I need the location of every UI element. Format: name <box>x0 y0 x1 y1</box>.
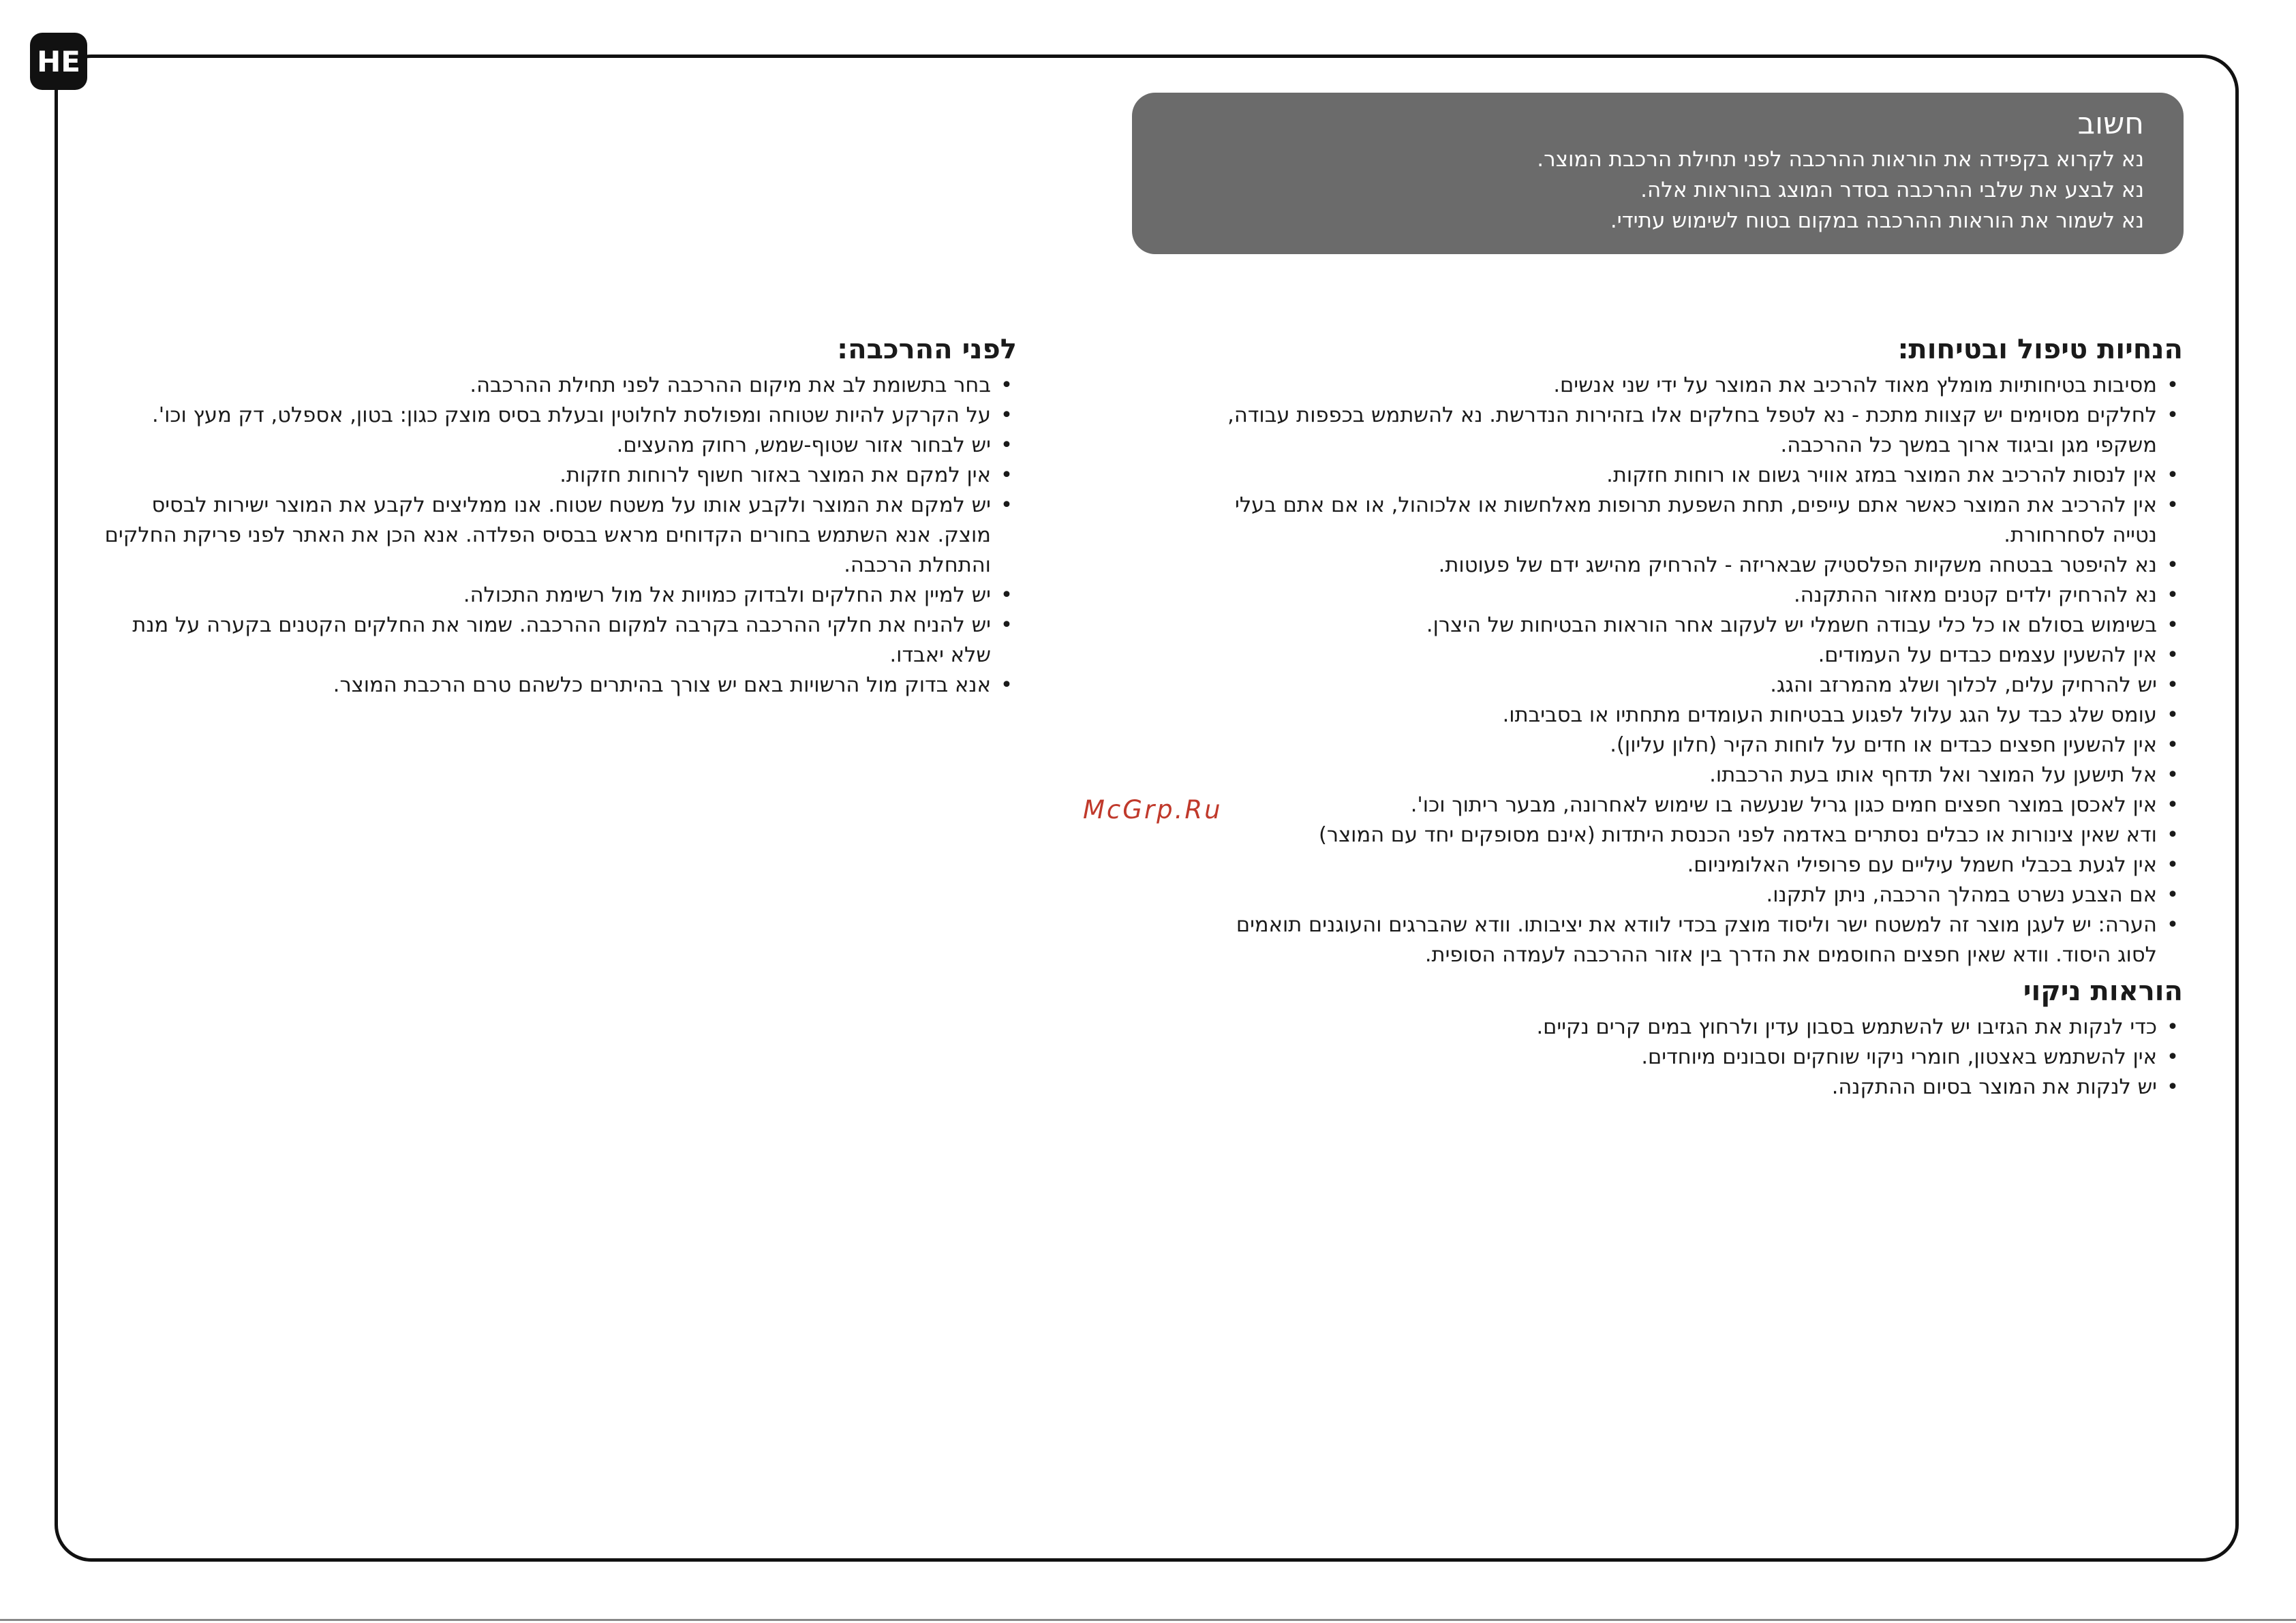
notice-line: נא לשמור את הוראות ההרכבה במקום בטוח לשימוש עתידי. <box>1610 208 2144 233</box>
before-assembly-list <box>95 371 1017 700</box>
list-item: • בשימוש בסולם או כל כלי עבודה חשמלי יש לעקוב אחר הוראות הבטיחות של היצרן. <box>1426 613 2179 637</box>
list-item: • אין למקם את המוצר באזור חשוף לרוחות חזקות. <box>560 463 1013 487</box>
list-item: • ודא שאין צינורות או כבלים נסתרים באדמה לפני הכנסת היתדות (אינם מסופקים יחד עם המוצר) <box>1318 823 2179 847</box>
list-item: • כדי לנקות את הגזיבו יש להשתמש בסבון עדין ולרחוץ במים קרים נקיים. <box>1536 1015 2179 1039</box>
list-item: • מסיבות בטיחותיות מומלץ מאוד להרכיב את המוצר על ידי שני אנשים. <box>1553 373 2179 397</box>
list-item: • יש לנקות את המוצר בסיום ההתקנה. <box>1831 1075 2179 1099</box>
bottom-divider <box>0 1619 2296 1621</box>
list-item: • על הקרקע להיות שטוחה ומפולסת לחלוטין ובעלת בסיס מוצק כגון: בטון, אספלט, דק מעץ וכו'. <box>152 403 1013 427</box>
safety-column <box>1227 328 2183 1102</box>
notice-line: נא לבצע את שלבי ההרכבה בסדר המוצג בהוראות אלה. <box>1640 178 2144 202</box>
list-item: • נא להרחיק ילדים קטנים מאזור ההתקנה. <box>1793 583 2179 607</box>
list-item: • יש למיין את החלקים ולבדוק כמויות אל מול רשימת התכולה. <box>463 583 1013 607</box>
language-badge: HE <box>30 33 87 90</box>
list-item: • אין להשעין עצמים כבדים על העמודים. <box>1818 643 2179 667</box>
list-item: • אין להרכיב את המוצר כאשר אתם עייפים, תחת השפעת תרופות מאלחשות או אלכוהול, או אם אתם בעלי נטייה לסחרחורת. <box>1235 493 2179 547</box>
list-item: • אם הצבע נשרט במהלך הרכבה, ניתן לתקנו. <box>1766 883 2179 907</box>
notice-line: נא לקרוא בקפידה את הוראות ההרכבה לפני תחילת הרכבת המוצר. <box>1537 147 2144 172</box>
list-item: • אין לאכסן במוצר חפצים חמים כגון גריל שנעשה בו שימוש לאחרונה, מבער ריתוך וכו'. <box>1410 793 2179 817</box>
list-item: • אין לגעת בכבלי חשמל עיליים עם פרופילי האלומיניום. <box>1687 853 2179 877</box>
before-assembly-column <box>95 328 1017 700</box>
notice-title: חשוב <box>2077 106 2144 141</box>
list-item: • אין להשעין חפצים כבדים או חדים על לוחות הקיר (חלון עליון). <box>1610 733 2179 757</box>
list-item: • יש להניח את חלקי ההרכבה בקרבה למקום ההרכבה. שמור את החלקים הקטנים בקערה על מנת שלא יאבדו. <box>132 613 1013 667</box>
list-item: • בחר בתשומת לב את מיקום ההרכבה לפני תחילת ההרכבה. <box>470 373 1013 397</box>
watermark: McGrp.Ru <box>1083 795 1223 824</box>
cleaning-title: הוראות ניקוי <box>2023 976 2183 1007</box>
list-item: • הערה: יש לעגן מוצר זה למשטח ישר וליסוד מוצק בכדי לוודא את יציבותו. וודא שהברגים והעוגנים תואמים לסוג היסוד. וודא שאין חפצים החוסמים את הדרך בין אזור ההרכבה לעמדה הסופית. <box>1236 913 2179 967</box>
cleaning-list <box>1227 1013 2183 1102</box>
safety-list <box>1227 371 2183 970</box>
list-item: • יש למקם את המוצר ולקבע אותו על משטח שטוח. אנו ממליצים לקבע את המוצר ישירות לבסיס מוצק. אנא השתמש בחורים הקדוחים מראש בבסיס הפלדה. אנא הכן את האתר לפני פריקת החלקים והתחלת הרכבה. <box>104 493 1013 577</box>
list-item: • אנא בדוק מול הרשויות באם יש צורך בהיתרים כלשהם טרם הרכבת המוצר. <box>333 673 1013 697</box>
list-item: • אין להשתמש באצטון, חומרי ניקוי שוחקים וסבונים מיוחדים. <box>1641 1045 2179 1069</box>
list-item: • נא להיפטר בבטחה משקיות הפלסטיק שבאריזה - להרחיק מהישג ידם של פעוטות. <box>1438 553 2179 577</box>
list-item: • אל תישען על המוצר ואל תדחף אותו בעת הרכבתו. <box>1709 763 2179 787</box>
list-item: • אין לנסות להרכיב את המוצר במזג אוויר גשום או רוחות חזקות. <box>1606 463 2179 487</box>
list-item: • עומס שלג כבד על הגג עלול לפגוע בבטיחות העומדים מתחתיו או בסביבתו. <box>1502 703 2179 727</box>
list-item: • לחלקים מסוימים יש קצוות מתכת - נא לטפל בחלקים אלו בזהירות הנדרשת. נא להשתמש בכפפות עבודה, משקפי מגן וביגוד ארוך במשך כל ההרכבה. <box>1227 403 2179 457</box>
before-assembly-title: לפני ההרכבה: <box>837 334 1017 365</box>
important-notice-box <box>1132 93 2184 254</box>
list-item: • יש להרחיק עלים, לכלוך ושלג מהמרזב והגג. <box>1770 673 2179 697</box>
safety-title: הנחיות טיפול ובטיחות: <box>1897 334 2183 365</box>
list-item: • יש לבחור אזור שטוף-שמש, רחוק מהעצים. <box>616 433 1013 457</box>
